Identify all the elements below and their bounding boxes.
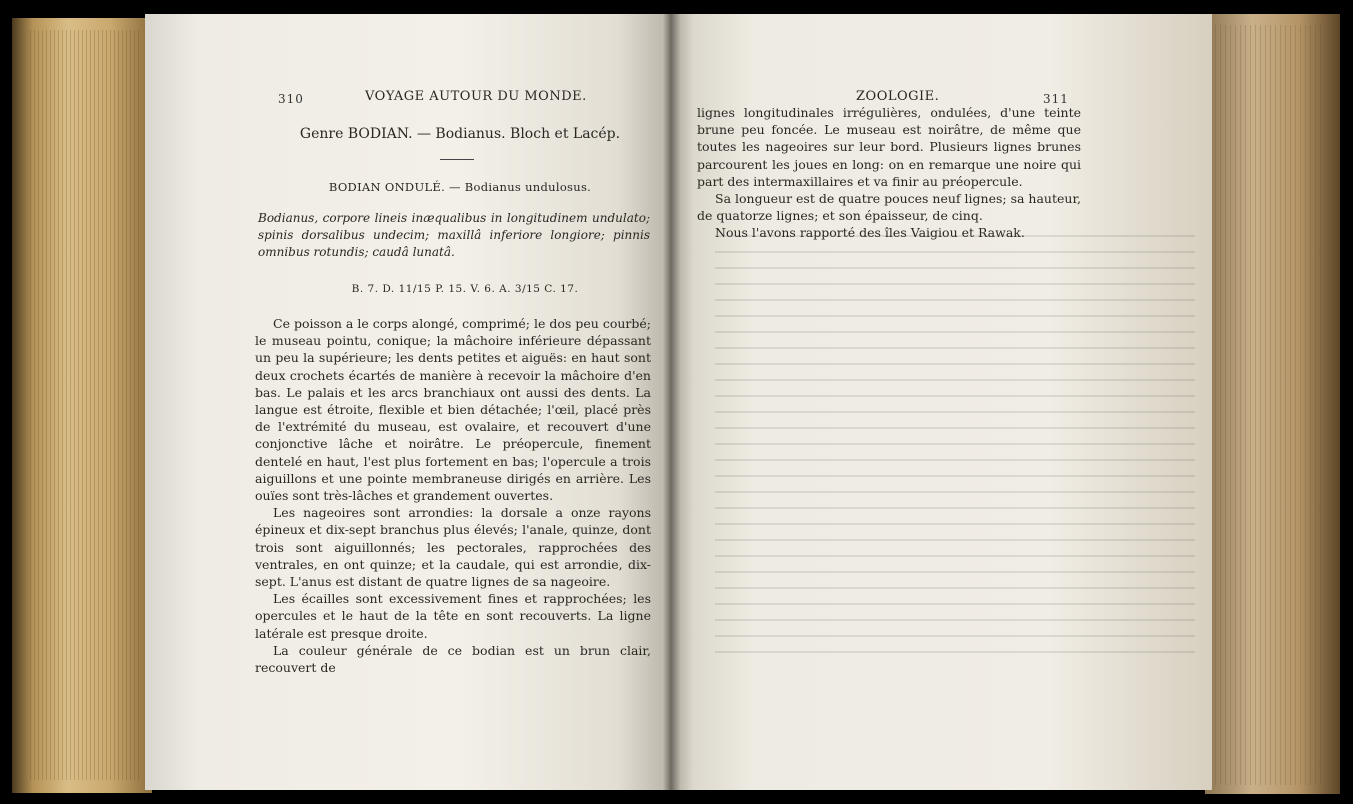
page-number-left: 310 [278, 92, 304, 106]
fin-formula: B. 7. D. 11/15 P. 15. V. 6. A. 3/15 C. 17. [351, 283, 579, 295]
species-heading: BODIAN ONDULÉ. — Bodianus undulosus. [328, 180, 592, 194]
latin-description: Bodianus, corpore lineis inæqualibus in longitudinem undulato; spinis dorsalibus undecim; maxillâ inferiore longiore; pinnis omnibus rotundis; caudâ lunatâ. [258, 211, 650, 259]
book-gutter [662, 14, 680, 790]
paragraph: lignes longitudinales irrégulières, ondulées, d'une teinte brune peu foncée. Le museau est noirâtre, de même que toutes les nageoires sur leur bord. Plusieurs lignes brunes parcourent les joues en long: on en remarque une noire qui part des intermaxillaires et va finir au préopercule. [697, 105, 1081, 189]
genre-heading: Genre BODIAN. — Bodianus. Bloch et Lacép. [299, 126, 621, 142]
show-through-text [715, 235, 1195, 665]
page-number-right: 311 [1043, 92, 1069, 106]
left-page-edge-lines [30, 30, 140, 780]
paragraph: Les écailles sont excessivement fines et rapprochées; les opercules et le haut de la tête en sont recouverts. La ligne latérale est presque droite. [255, 591, 651, 641]
running-head-left: VOYAGE AUTOUR DU MONDE. [365, 89, 587, 104]
paragraph: La couleur générale de ce bodian est un brun clair, recouvert de [255, 642, 651, 676]
right-page-edge-lines [1215, 25, 1325, 785]
paragraph: Sa longueur est de quatre pouces neuf lignes; sa hauteur, de quatorze lignes; et son épaisseur, de cinq. [697, 191, 1082, 224]
heading-rule [440, 159, 474, 160]
paragraph: Les nageoires sont arrondies: la dorsale a onze rayons épineux et dix-sept branchus plus élevés; l'anale, quinze, dont trois sont aiguillonnés; les pectorales, rapprochées des ventrales, en ont quinze; et la caudale, qui est arrondie, dix-sept. L'anus est distant de quatre lignes de sa nageoire. [255, 505, 651, 590]
paragraph: Nous l'avons rapporté des îles Vaigiou et Rawak. [715, 225, 1025, 241]
left-body-text [255, 315, 651, 676]
right-body-text [697, 104, 1081, 242]
running-head-right: ZOOLOGIE. [856, 89, 940, 104]
paragraph: Ce poisson a le corps alongé, comprimé; le dos peu courbé; le museau pointu, conique; la mâchoire inférieure dépassant un peu la supérieure; les dents petites et aiguës: en haut sont deux crochets écartés de manière à recevoir la mâchoire d'en bas. Le palais et les arcs branchiaux ont aussi des dents. La langue est étroite, flexible et bien détachée; l'œil, placé près de l'extrémité du museau, est ovalaire, et recouvert d'une conjonctive lâche et noirâtre. Le préopercule, finement dentelé en haut, l'est plus fortement en bas; l'opercule a trois aiguillons et une pointe membraneuse dirigés en arrière. Les ouïes sont très-lâches et grandement ouvertes. [255, 316, 651, 504]
